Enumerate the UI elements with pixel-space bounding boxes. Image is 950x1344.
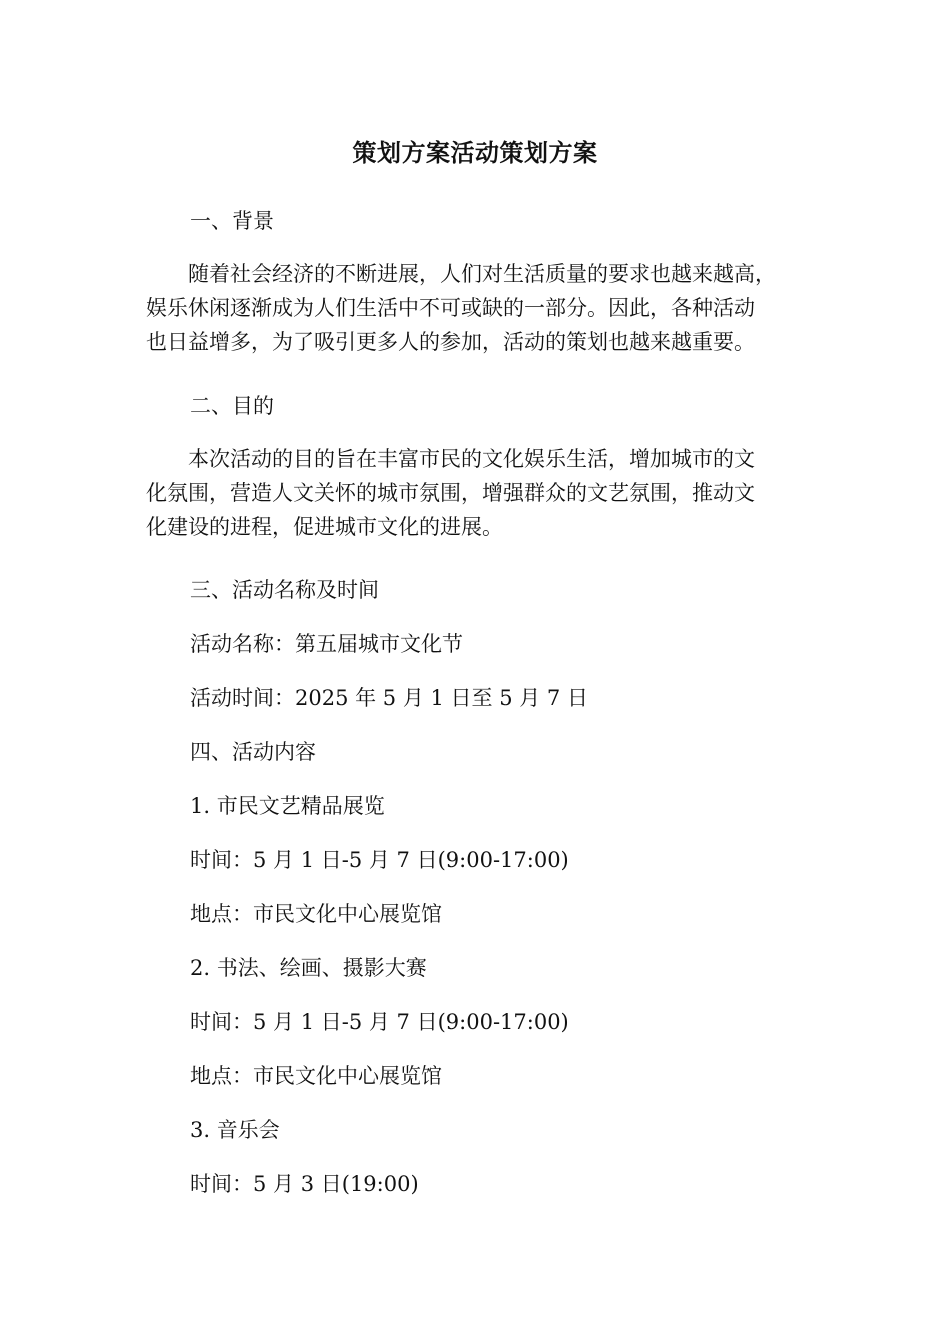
- background-line-3: 也日益增多，为了吸引更多人的参加，活动的策划也越来越重要。: [146, 330, 755, 354]
- item-3-title: 3. 音乐会: [190, 1118, 280, 1142]
- event-name: 活动名称：第五届城市文化节: [190, 632, 463, 656]
- background-heading: 一、背景: [190, 209, 274, 233]
- purpose-heading: 二、目的: [190, 394, 274, 418]
- content-heading: 四、活动内容: [190, 740, 316, 764]
- background-line-1: 随着社会经济的不断进展，人们对生活质量的要求也越来越高，: [146, 262, 776, 286]
- item-2-time: 时间：5 月 1 日-5 月 7 日(9:00-17:00): [190, 1010, 569, 1034]
- purpose-line-1: 本次活动的目的旨在丰富市民的文化娱乐生活，增加城市的文: [146, 447, 755, 471]
- item-3-time: 时间：5 月 3 日(19:00): [190, 1172, 419, 1196]
- name-time-heading: 三、活动名称及时间: [190, 578, 379, 602]
- event-time: 活动时间：2025 年 5 月 1 日至 5 月 7 日: [190, 686, 588, 710]
- background-line-2: 娱乐休闲逐渐成为人们生活中不可或缺的一部分。因此，各种活动: [146, 296, 755, 320]
- item-1-title: 1. 市民文艺精品展览: [190, 794, 385, 818]
- item-1-place: 地点：市民文化中心展览馆: [190, 902, 442, 926]
- purpose-line-3: 化建设的进程，促进城市文化的进展。: [146, 515, 503, 539]
- item-2-title: 2. 书法、绘画、摄影大赛: [190, 956, 427, 980]
- document-title: 策划方案活动策划方案: [352, 139, 598, 167]
- item-2-place: 地点：市民文化中心展览馆: [190, 1064, 442, 1088]
- item-1-time: 时间：5 月 1 日-5 月 7 日(9:00-17:00): [190, 848, 569, 872]
- background-paragraph: [146, 257, 806, 359]
- purpose-line-2: 化氛围，营造人文关怀的城市氛围，增强群众的文艺氛围，推动文: [146, 481, 755, 505]
- purpose-paragraph: [146, 442, 806, 544]
